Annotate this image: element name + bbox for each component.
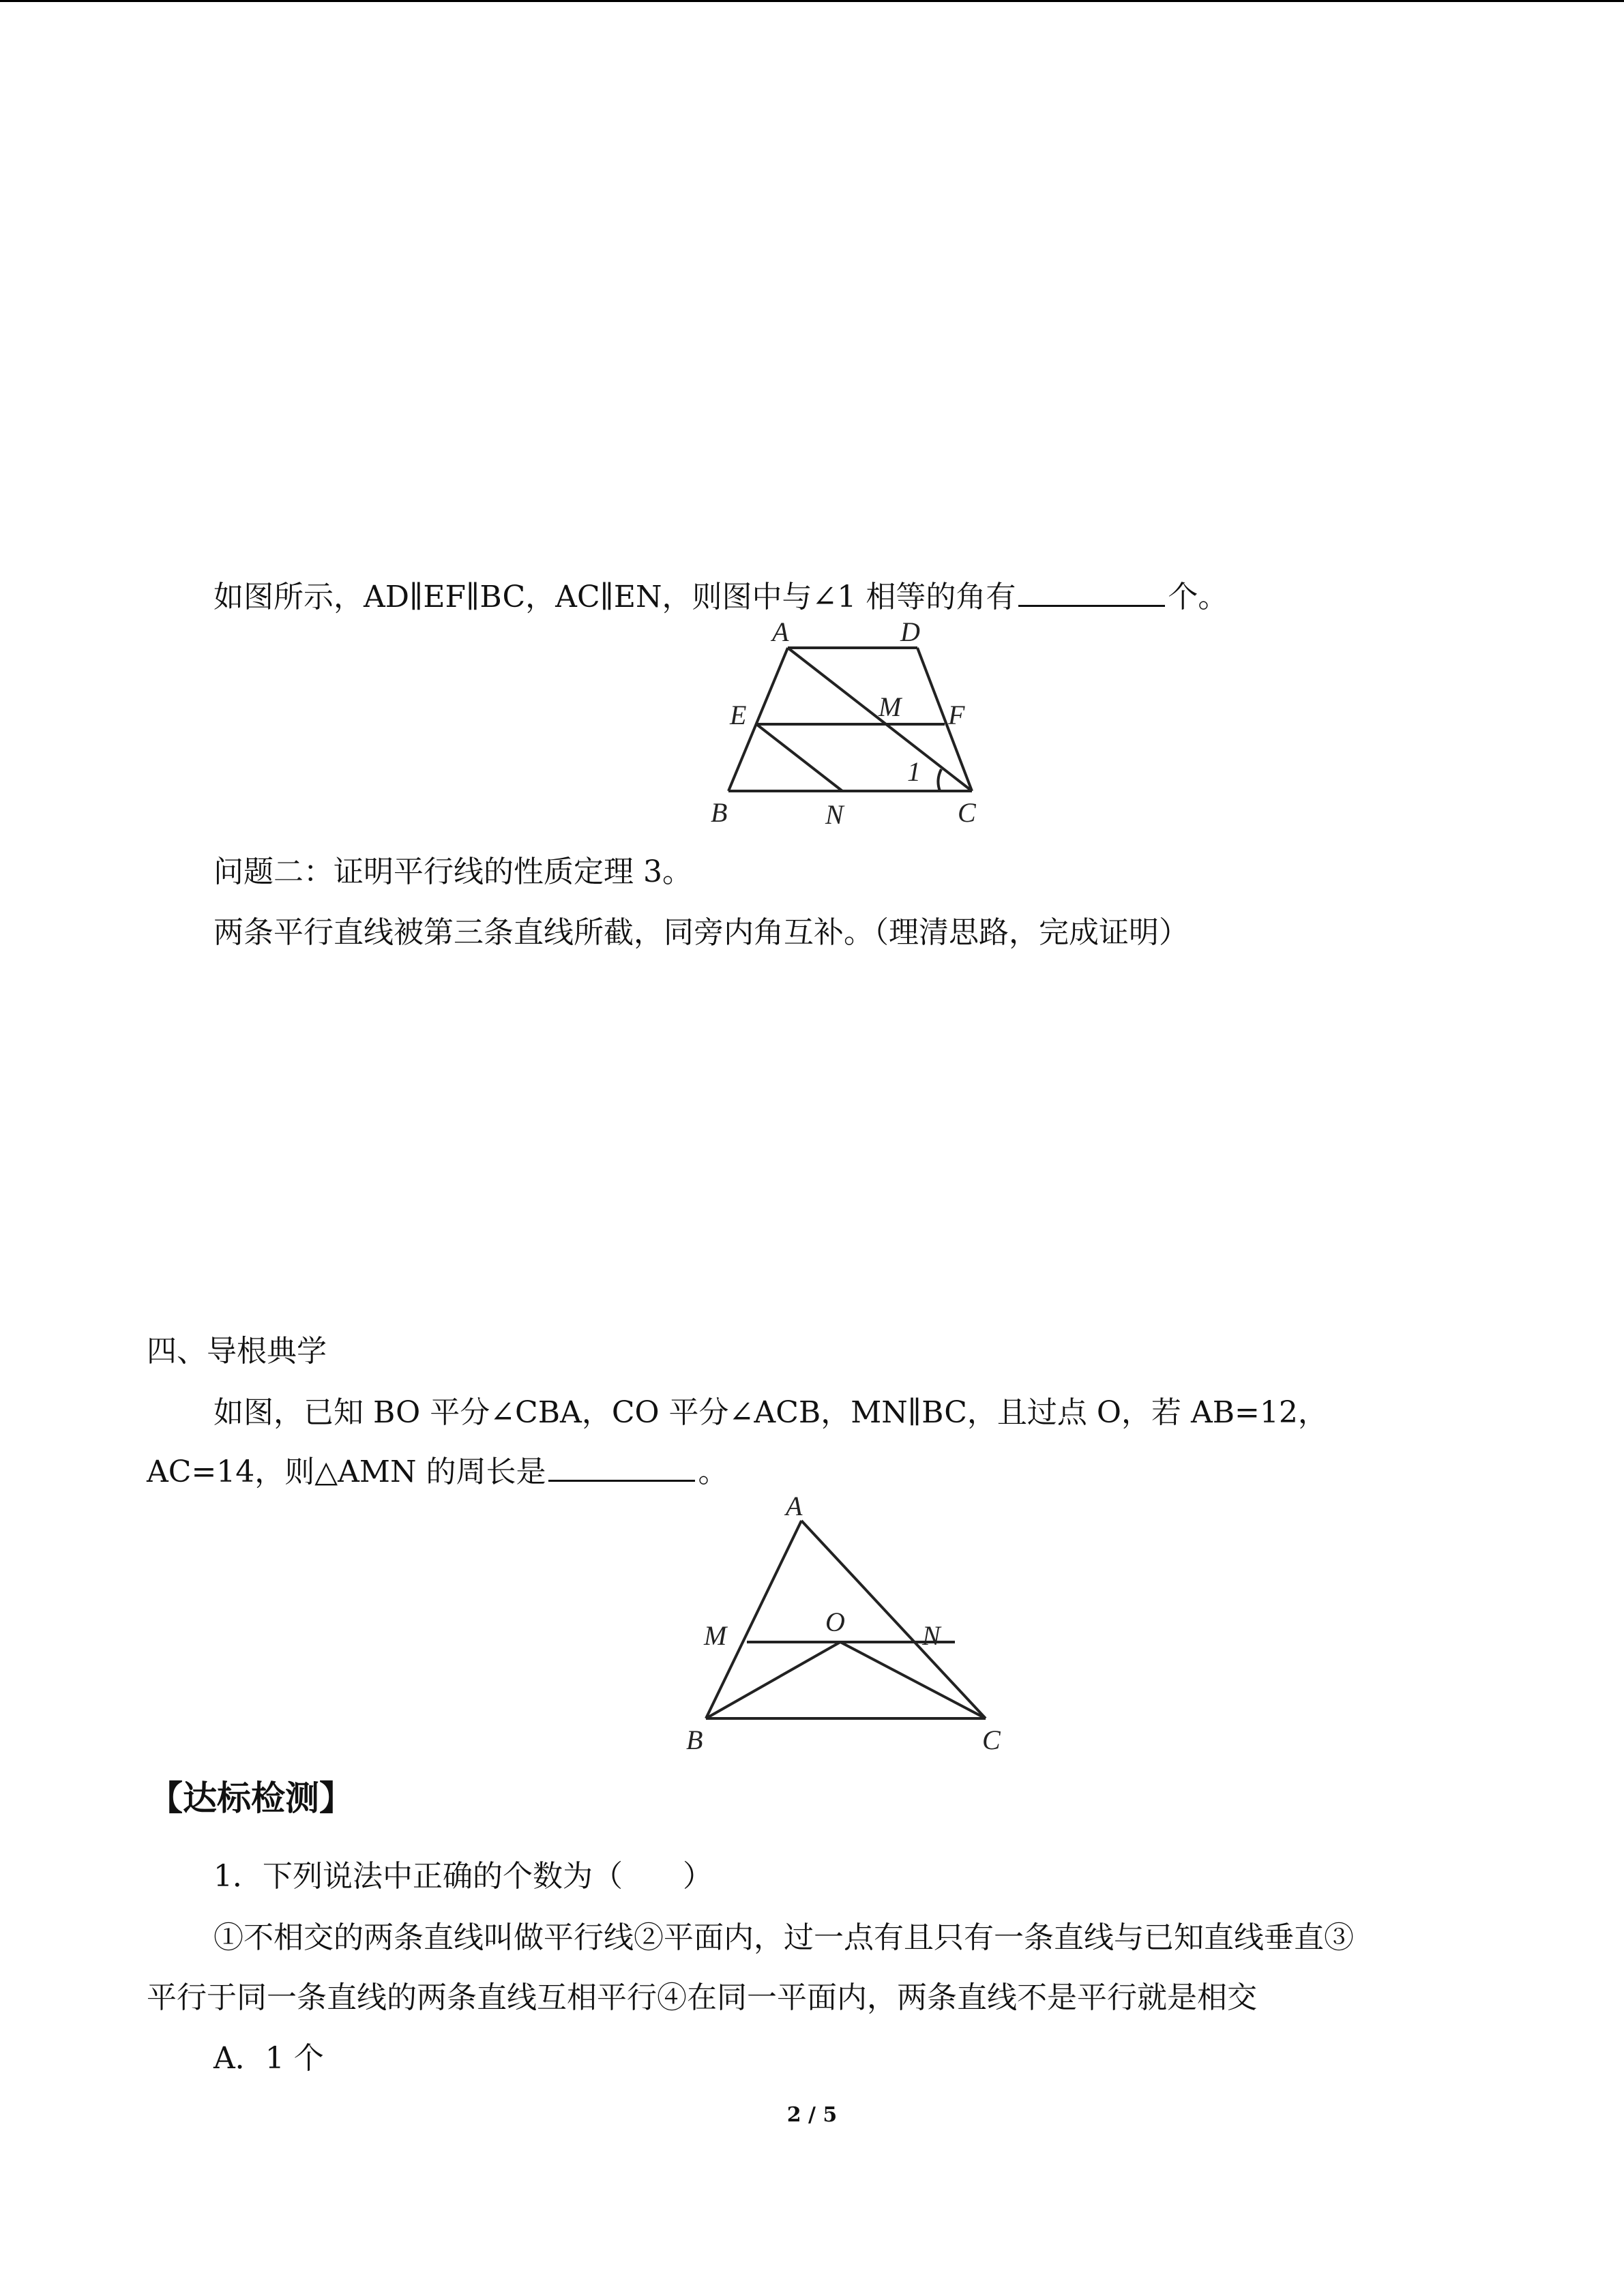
segment-ab [706, 1521, 801, 1718]
section4-heading: 四、导根典学 [147, 1334, 327, 1369]
question1-text [213, 577, 1228, 618]
question2-title: 问题二：证明平行线的性质定理 3。 [213, 854, 692, 889]
label-b: B [711, 797, 728, 828]
question2-statement: 两条平行直线被第三条直线所截，同旁内角互补。（理清思路，完成证明） [213, 915, 1189, 950]
option-a: A．1 个 [213, 2041, 324, 2076]
segment-en [756, 724, 842, 791]
label-a: A [772, 616, 789, 647]
assessment-q1: 1．下列说法中正确的个数为（ ） [213, 1859, 713, 1894]
angle-1-arc [938, 769, 941, 791]
segment-oc [840, 1642, 986, 1718]
label-n: N [922, 1620, 941, 1651]
triangle-figure [682, 1487, 1037, 1759]
trapezoid-figure [703, 614, 1030, 839]
page-number: 2 / 5 [786, 2103, 838, 2127]
label-e: E [730, 700, 747, 730]
label-d: D [900, 616, 920, 647]
label-angle-1: 1 [907, 756, 921, 787]
top-border [0, 0, 1624, 2]
assessment-heading: 【达标检测】 [149, 1778, 353, 1818]
label-m: M [879, 691, 902, 722]
segment-bo [706, 1642, 840, 1718]
section4-line2-before: AC=14，则△AMN 的周长是 [147, 1455, 546, 1489]
label-m: M [704, 1620, 727, 1651]
assessment-statements-line1: ①不相交的两条直线叫做平行线②平面内，过一点有且只有一条直线与已知直线垂直③ [213, 1920, 1354, 1955]
label-c: C [982, 1725, 1001, 1755]
label-b: B [686, 1725, 703, 1755]
question1-text-before: 如图所示，AD∥EF∥BC，AC∥EN，则图中与∠1 相等的角有 [213, 580, 1016, 614]
label-f: F [948, 700, 965, 730]
question1-text-after: 个。 [1168, 580, 1228, 614]
label-n: N [825, 799, 844, 830]
label-a: A [786, 1491, 803, 1521]
answer-blank-2[interactable] [548, 1452, 695, 1482]
section4-line2 [147, 1452, 728, 1493]
label-c: C [958, 797, 976, 828]
answer-blank-1[interactable] [1018, 578, 1165, 607]
section4-line2-after: 。 [698, 1455, 728, 1489]
section4-line1: 如图，已知 BO 平分∠CBA，CO 平分∠ACB，MN∥BC，且过点 O，若 AB=12， [213, 1395, 1328, 1430]
assessment-statements-line2: 平行于同一条直线的两条直线互相平行④在同一平面内，两条直线不是平行就是相交 [147, 1980, 1257, 2015]
label-o: O [825, 1607, 845, 1637]
